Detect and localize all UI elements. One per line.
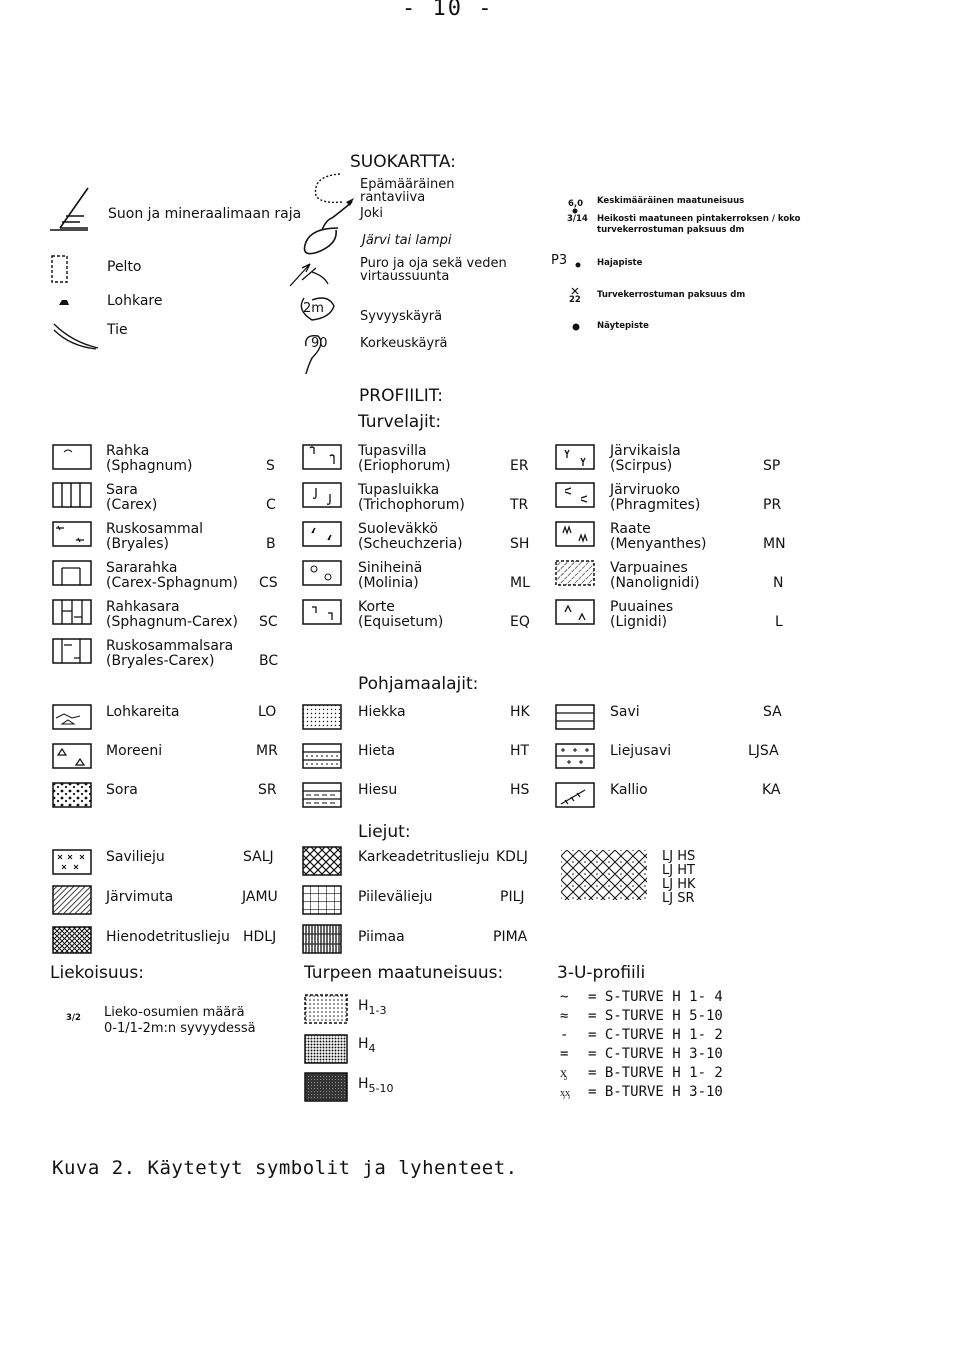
peat2-4-latin: (Equisetum): [358, 614, 444, 630]
peat2-3-latin: (Molinia): [358, 575, 419, 591]
fine-sand-icon: [302, 743, 342, 769]
mineral3-1-name: Liejusavi: [610, 743, 672, 759]
peat1-1-code: C: [266, 497, 276, 513]
mineral2-2-name: Hiesu: [358, 782, 398, 798]
u-profile-row-2: [560, 1026, 723, 1045]
mineral1-0-name: Lohkareita: [106, 704, 180, 720]
peat-title: Turvelajit:: [358, 412, 442, 432]
scheuchzeria-icon: [302, 521, 342, 547]
liekoisuus-symbol: 3/2: [66, 1013, 81, 1023]
humification-1-sub: 4: [368, 1041, 376, 1055]
contour-label: 90: [311, 336, 328, 351]
lake-mud-icon: [52, 885, 92, 915]
peat2-2-name: Suoleväkkö: [358, 521, 438, 537]
peat2-0-code: ER: [510, 458, 529, 474]
road-icon: [52, 318, 100, 350]
peat3-1-latin: (Phragmites): [610, 497, 701, 513]
map-right-0: Keskimääräinen maatuneisuus: [597, 196, 745, 206]
humification-2: [358, 1076, 394, 1097]
boulders-icon: [52, 704, 92, 730]
boulder-icon: [58, 297, 70, 307]
peat1-0-code: S: [266, 458, 275, 474]
figure-caption: Kuva 2. Käytetyt symbolit ja lyhenteet.: [52, 1157, 518, 1179]
sphagnum-carex-icon: [52, 599, 92, 625]
gyttja-title: Liejut:: [358, 822, 411, 842]
silt-icon: [302, 782, 342, 808]
peat3-4-name: Puuaines: [610, 599, 674, 615]
u-profile-row-0: [560, 988, 723, 1007]
mineral2-1-code: HT: [510, 743, 530, 759]
peat1-5-code: BC: [259, 653, 279, 669]
peat3-0-code: SP: [763, 458, 781, 474]
peat1-2-latin: (Bryales): [106, 536, 169, 552]
peat1-3-code: CS: [259, 575, 278, 591]
bryales-carex-icon: [52, 638, 92, 664]
humification-1-base: H: [358, 1036, 369, 1052]
gyttja2-0-name: Karkeadetrituslieju: [358, 849, 490, 865]
map-left-2: Lohkare: [107, 293, 163, 309]
mineral1-1-code: MR: [256, 743, 278, 759]
liekoisuus-text-2: 0-1/1-2m:n syvyydessä: [104, 1021, 256, 1036]
mineral3-0-code: SA: [763, 704, 782, 720]
u-row-2-text: = C-TURVE H 1- 2: [588, 1027, 723, 1043]
diatom-gyttja-icon: [302, 885, 342, 915]
gyttja1-0-code: SALJ: [243, 849, 274, 865]
mineral1-0-code: LO: [258, 704, 277, 720]
peat1-5-latin: (Bryales-Carex): [106, 653, 215, 669]
sample-point-icon: [572, 323, 580, 331]
map-mid-5: Korkeuskäyrä: [360, 336, 448, 351]
cross-icon: [571, 287, 579, 295]
lj-code-3: LJ SR: [662, 891, 695, 906]
bryales-icon: [52, 521, 92, 547]
bedrock-icon: [555, 782, 595, 808]
gyttja1-2-code: HDLJ: [243, 929, 277, 945]
map-left-1: Pelto: [107, 259, 142, 275]
peat2-1-code: TR: [510, 497, 529, 513]
liekoisuus-title: Liekoisuus:: [50, 963, 145, 983]
mineral1-2-code: SR: [258, 782, 277, 798]
peat3-4-code: L: [775, 614, 783, 630]
mineral3-2-name: Kallio: [610, 782, 648, 798]
mineral2-2-code: HS: [510, 782, 530, 798]
u-row-2-sym: -: [560, 1027, 569, 1043]
mineral2-1-name: Hieta: [358, 743, 396, 759]
gyttja1-1-code: JAMU: [242, 889, 278, 905]
u-row-1-sym: ≈: [560, 1008, 569, 1024]
peat2-2-latin: (Scheuchzeria): [358, 536, 463, 552]
mineral-title: Pohjamaalajit:: [358, 674, 479, 694]
humification-mid-icon: [304, 1034, 348, 1064]
peat2-4-code: EQ: [510, 614, 530, 630]
peat1-3-name: Sararahka: [106, 560, 178, 576]
carex-sphagnum-icon: [52, 560, 92, 586]
u-row-3-text: = C-TURVE H 3-10: [588, 1046, 723, 1062]
peat2-0-name: Tupasvilla: [358, 443, 427, 459]
humification-high-icon: [304, 1072, 348, 1102]
peat1-4-name: Rahkasara: [106, 599, 180, 615]
u-row-1-text: = S-TURVE H 5-10: [588, 1008, 723, 1024]
peat1-4-code: SC: [259, 614, 278, 630]
u-row-0-sym: ~: [560, 989, 569, 1005]
sym-label-60: 6,0: [568, 199, 584, 209]
peat1-3-latin: (Carex-Sphagnum): [106, 575, 238, 591]
humification-2-base: H: [358, 1076, 369, 1092]
u-profile-row-1: [560, 1007, 723, 1026]
gyttja2-2-name: Piimaa: [358, 929, 405, 945]
mineral3-1-code: LJSA: [748, 743, 779, 759]
mineral3-2-code: KA: [762, 782, 781, 798]
peat1-0-latin: (Sphagnum): [106, 458, 193, 474]
coarse-detritus-gyttja-icon: [302, 846, 342, 876]
humification-0-base: H: [358, 998, 369, 1014]
gyttja1-2-name: Hienodetrituslieju: [106, 929, 230, 945]
dot-icon-2: [575, 262, 581, 268]
clay-gyttja-icon: [52, 849, 92, 875]
map-right-1: Heikosti maatuneen pintakerroksen / koko turvekerrostuman paksuus dm: [597, 214, 801, 235]
u-row-5-text: = B-TURVE H 3-10: [588, 1084, 723, 1100]
u-profile-title: 3-U-profiili: [557, 963, 646, 983]
peat3-4-latin: (Lignidi): [610, 614, 668, 630]
u-row-5-sym: ᶍᶍ: [560, 1088, 570, 1099]
u-row-4-sym: ᶍ: [560, 1065, 567, 1081]
scirpus-icon: [555, 444, 595, 470]
sym-label-p3: P3: [551, 253, 568, 268]
map-left-3: Tie: [107, 322, 128, 338]
peat1-1-name: Sara: [106, 482, 138, 498]
mineral3-0-name: Savi: [610, 704, 640, 720]
peat3-0-name: Järvikaisla: [610, 443, 681, 459]
map-mid-1: Joki: [360, 206, 383, 221]
field-icon: [50, 254, 70, 284]
mineral2-0-code: HK: [510, 704, 530, 720]
gyttja1-1-name: Järvimuta: [106, 889, 174, 905]
map-title: SUOKARTTA:: [350, 152, 456, 172]
liekoisuus-text-1: Lieko-osumien määrä: [104, 1005, 245, 1020]
peat1-4-latin: (Sphagnum-Carex): [106, 614, 238, 630]
lignidi-icon: [555, 599, 595, 625]
humification-1: [358, 1036, 376, 1057]
equisetum-icon: [302, 599, 342, 625]
lj-code-1: LJ HT: [662, 863, 695, 878]
lj-pattern-icon: [555, 844, 653, 906]
gyttja-clay-icon: [555, 743, 595, 769]
gyttja2-2-code: PIMA: [493, 929, 528, 945]
sphagnum-icon: [52, 444, 92, 470]
sym-label-22: 22: [569, 295, 581, 305]
u-profile-row-5: [560, 1083, 723, 1103]
gyttja1-0-name: Savilieju: [106, 849, 165, 865]
peat2-2-code: SH: [510, 536, 530, 552]
peat1-2-name: Ruskosammal: [106, 521, 204, 537]
peat2-3-name: Siniheinä: [358, 560, 423, 576]
gravel-icon: [52, 782, 92, 808]
humification-low-icon: [304, 994, 348, 1024]
peat2-0-latin: (Eriophorum): [358, 458, 451, 474]
peat3-3-latin: (Nanolignidi): [610, 575, 700, 591]
diatomite-icon: [302, 924, 342, 954]
peat3-1-code: PR: [763, 497, 782, 513]
u-row-0-text: = S-TURVE H 1- 4: [588, 989, 723, 1005]
page-number: - 10 -: [402, 0, 494, 21]
carex-icon: [52, 482, 92, 508]
map-mid-4: Syvyyskäyrä: [360, 309, 443, 324]
map-mid-0: Epämääräinen rantaviiva: [360, 177, 455, 205]
peat3-2-latin: (Menyanthes): [610, 536, 707, 552]
peat1-0-name: Rahka: [106, 443, 150, 459]
peat3-2-name: Raate: [610, 521, 651, 537]
nanolignidi-icon: [555, 560, 595, 586]
humification-0: [358, 998, 387, 1019]
peat2-3-code: ML: [510, 575, 530, 591]
lj-code-0: LJ HS: [662, 849, 696, 864]
peat2-4-name: Korte: [358, 599, 395, 615]
u-profile-row-3: [560, 1045, 723, 1064]
sand-icon: [302, 704, 342, 730]
trichophorum-icon: [302, 482, 342, 508]
peat3-3-code: N: [773, 575, 784, 591]
u-row-4-text: = B-TURVE H 1- 2: [588, 1065, 723, 1081]
mineral1-1-name: Moreeni: [106, 743, 163, 759]
peat1-1-latin: (Carex): [106, 497, 158, 513]
peat3-1-name: Järviruoko: [610, 482, 681, 498]
peat1-2-code: B: [266, 536, 276, 552]
peat2-1-latin: (Trichophorum): [358, 497, 465, 513]
menyanthes-icon: [555, 521, 595, 547]
humification-0-sub: 1-3: [368, 1003, 387, 1017]
u-profile-row-4: [560, 1064, 723, 1083]
map-right-3: Turvekerrostuman paksuus dm: [597, 290, 746, 300]
gyttja2-0-code: KDLJ: [496, 849, 528, 865]
fine-detritus-gyttja-icon: [52, 926, 92, 954]
clay-icon: [555, 704, 595, 730]
peat1-5-name: Ruskosammalsara: [106, 638, 234, 654]
lj-code-2: LJ HK: [662, 877, 696, 892]
map-right-4: Näytepiste: [597, 321, 649, 331]
u-row-3-sym: =: [560, 1046, 569, 1062]
humification-2-sub: 5-10: [368, 1081, 394, 1095]
molinia-icon: [302, 560, 342, 586]
profiles-title: PROFIILIT:: [359, 386, 443, 406]
peat3-0-latin: (Scirpus): [610, 458, 673, 474]
gyttja2-1-name: Piilevälieju: [358, 889, 433, 905]
peat3-2-code: MN: [763, 536, 786, 552]
gyttja2-1-code: PILJ: [500, 889, 525, 905]
peat3-3-name: Varpuaines: [610, 560, 688, 576]
boundary-icon: [48, 186, 94, 234]
phragmites-icon: [555, 482, 595, 508]
till-icon: [52, 743, 92, 769]
depth-label: 2m: [303, 301, 324, 316]
sym-label-314: 3/14: [567, 214, 588, 224]
mineral2-0-name: Hiekka: [358, 704, 406, 720]
eriophorum-icon: [302, 444, 342, 470]
map-mid-2: Järvi tai lampi: [362, 233, 452, 248]
map-right-2: Hajapiste: [597, 258, 643, 268]
humification-title: Turpeen maatuneisuus:: [304, 963, 504, 983]
peat2-1-name: Tupasluikka: [358, 482, 440, 498]
map-left-0: Suon ja mineraalimaan raja: [108, 206, 302, 222]
mineral1-2-name: Sora: [106, 782, 138, 798]
map-mid-3: Puro ja oja sekä veden virtaussuunta: [360, 256, 507, 284]
